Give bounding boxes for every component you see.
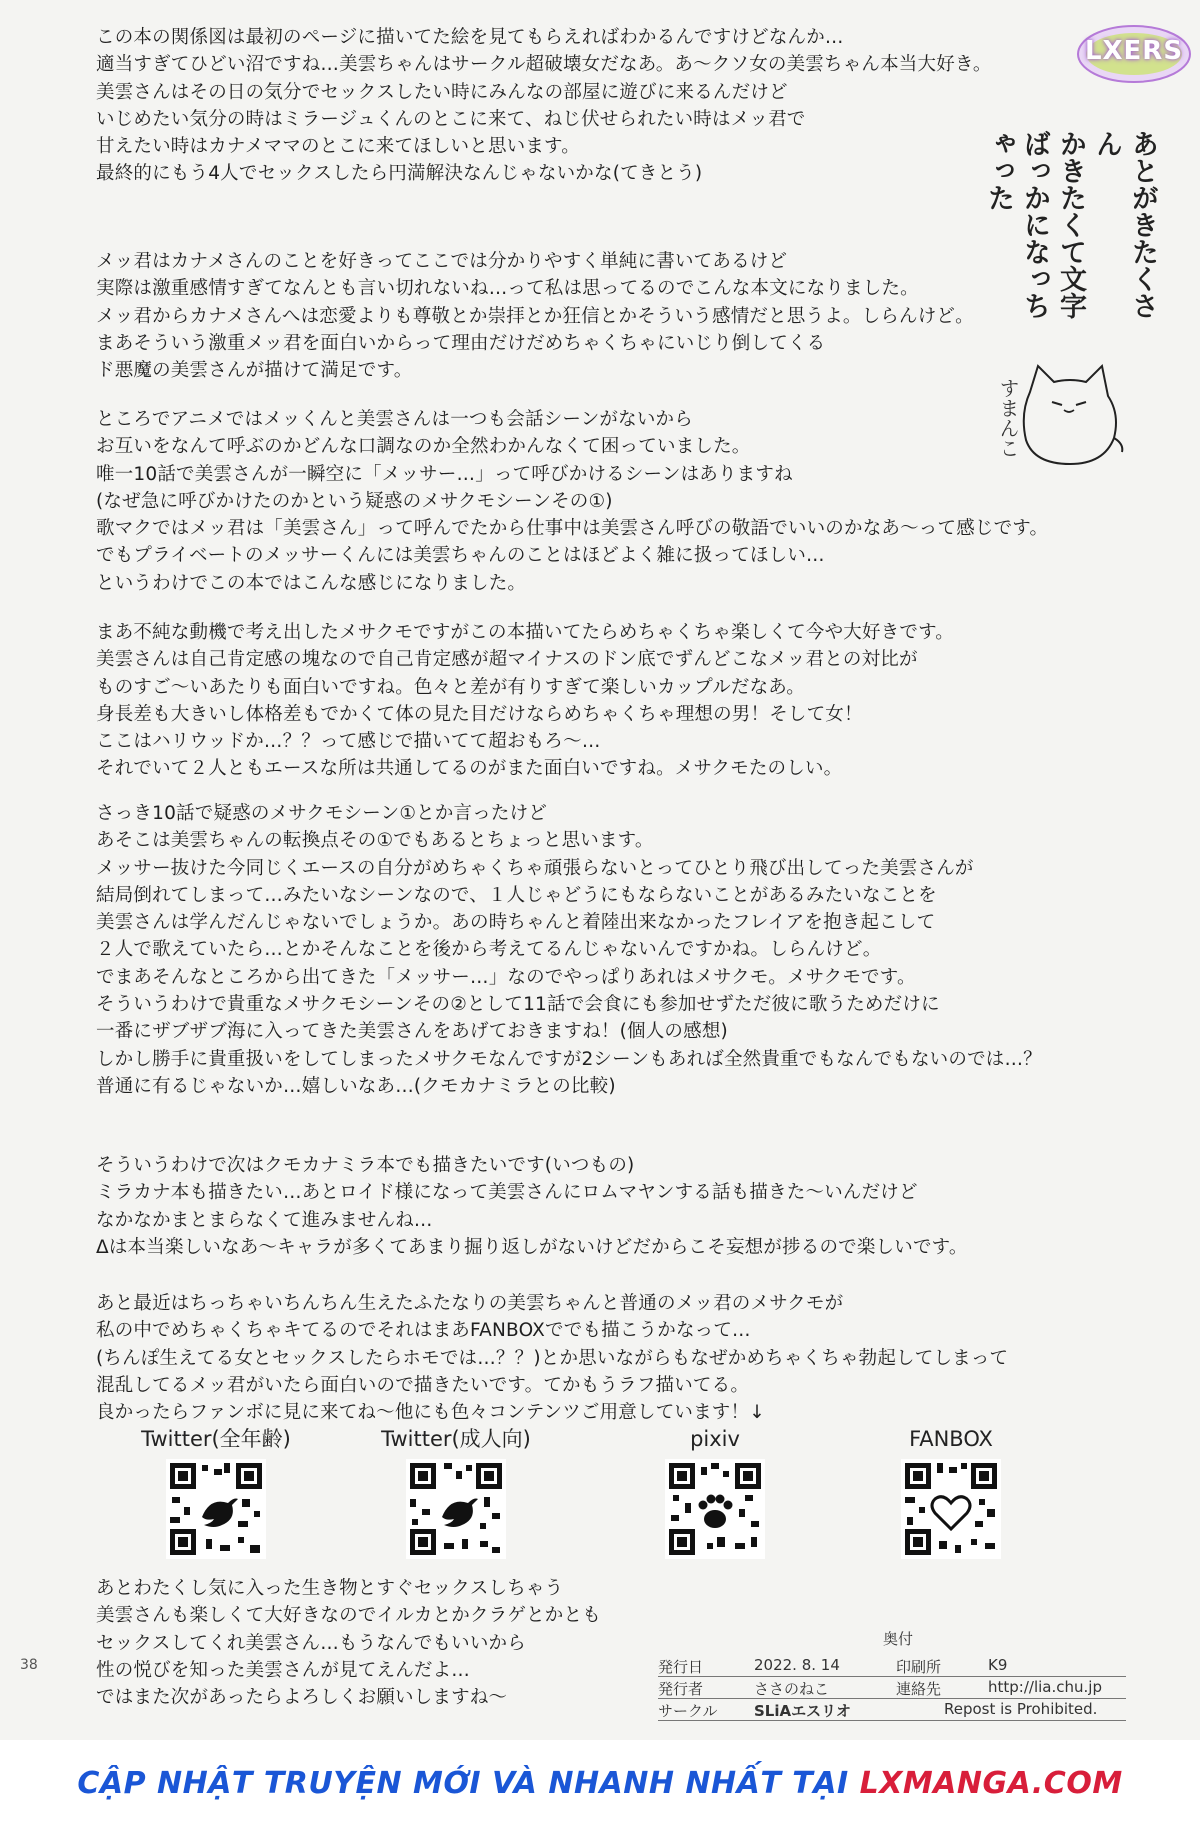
divider [658, 1676, 1126, 1677]
text-line: あと最近はちっちゃいちんちん生えたふたなりの美雲ちゃんと普通のメッ君のメサクモが [96, 1293, 844, 1314]
contact-url: http://lia.chu.jp [988, 1678, 1102, 1696]
colophon-row [658, 1678, 1126, 1700]
link-label: Twitter(成人向) [381, 1427, 531, 1451]
text-line: メッサー抜けた今同じくエースの自分がめちゃくちゃ頑張らないとってひとり飛び出してった美雲さんが [96, 857, 974, 879]
afterword-paragraph-2 [96, 248, 1096, 384]
logo-text: LXERS [1084, 36, 1184, 66]
banner-site-link[interactable]: LXMANGA.COM [859, 1766, 1123, 1801]
text-line: ド悪魔の美雲さんが描けて満足です。 [96, 360, 413, 382]
publisher: ささのねこ [754, 1680, 830, 1698]
printer-label: 印刷所 [896, 1658, 942, 1676]
afterword-paragraph-3 [96, 406, 1096, 597]
banner-main-text: CẬP NHẬT TRUYỆN MỚI VÀ NHANH NHẤT TẠI [77, 1766, 849, 1801]
text-line: あそこは美雲ちゃんの転換点その①でもあるとちょっと思います。 [96, 830, 654, 852]
repost-notice: Repost is Prohibited. [944, 1700, 1098, 1718]
text-line: ところでアニメではメッくんと美雲さんは一つも会話シーンがないから [96, 409, 693, 430]
text-line: 甘えたい時はカナメママのとこに来てほしいと思います。 [96, 136, 580, 158]
margin-note-line: あとがきたくさん [1091, 130, 1158, 319]
text-line: あとわたくし気に入った生き物とすぐセックスしちゃう [96, 1578, 564, 1599]
cat-doodle-icon [1008, 352, 1128, 472]
qr-code-paw-icon [665, 1459, 765, 1559]
text-line: メッ君はカナメさんのことを好きってここでは分かりやすく単純に書いてあるけど [96, 251, 788, 272]
text-line: それでいて２人ともエースな所は共通してるのがまた面白いですね。メサクモたのしい。 [96, 758, 843, 780]
handwritten-margin-note [980, 130, 1160, 345]
margin-note-line: かきたくて文字 [1055, 130, 1086, 319]
qr-code-bird-icon [166, 1459, 266, 1559]
cat-caption: すまんこ [996, 378, 1020, 458]
text-line: この本の関係図は最初のページに描いてた絵を見てもらえればわかるんですけどなんか… [96, 27, 844, 48]
divider [658, 1720, 1126, 1721]
text-line: 一番にザブザブ海に入ってきた美雲さんをあげておきますね！(個人の感想) [96, 1021, 728, 1043]
text-line: でまあそんなところから出てきた「メッサー…」なのでやっぱりあれはメサクモ。メサクモです。 [96, 966, 916, 988]
afterword-paragraph-7 [96, 1290, 1096, 1426]
text-line: 最終的にもう4人でセックスしたら円満解決なんじゃないかな(てきとう) [96, 163, 703, 185]
text-line: ここはハリウッドか…？？って感じで描いてて超おもろ～… [96, 731, 601, 753]
text-line: (ちんぽ生えてる女とセックスしたらホモでは…？？)とか思いながらもなぜかめちゃくちゃ勃起してしまって [96, 1347, 1009, 1369]
text-line: さっき10話で疑惑のメサクモシーン①とか言ったけど [96, 803, 548, 824]
text-line: そういうわけで貴重なメサクモシーンその②として11話で会食にも参加せずただ彼に歌うためだけに [96, 994, 940, 1016]
contact-label: 連絡先 [896, 1680, 942, 1698]
text-line: 美雲さんも楽しくて大好きなのでイルカとかクラゲとかとも [96, 1605, 601, 1627]
issue-date: 2022. 8. 14 [754, 1656, 840, 1674]
text-line: ２人で歌えていたら…とかそんなことを後から考えてるんじゃないんですかね。しらんけど。 [96, 939, 882, 961]
text-line: 結局倒れてしまって…みたいなシーンなので、１人じゃどうにもならないことがあるみたいなことを [96, 884, 937, 906]
text-line: 美雲さんは学んだんじゃないでしょうか。あの時ちゃんと着陸出来なかったフレイアを抱き起こして [96, 912, 936, 934]
link-label: FANBOX [909, 1427, 993, 1451]
text-line: 身長差も大きいし体格差もでかくて体の見た目だけならめちゃくちゃ理想の男！そして女！ [96, 703, 863, 725]
text-line: そういうわけで次はクモカナミラ本でも描きたいです(いつもの) [96, 1155, 635, 1176]
text-line: 私の中でめちゃくちゃキてるのでそれはまあFANBOXででも描こうかなって… [96, 1320, 751, 1342]
text-line: ミラカナ本も描きたい…あとロイド様になって美雲さんにロムマヤンする話も描きた～いんだけど [96, 1182, 918, 1204]
text-line: まあそういう激重メッ君を面白いからって理由だけだめちゃくちゃにいじり倒してくる [96, 332, 826, 354]
text-line: でもプライベートのメッサーくんには美雲ちゃんのことはほどよく雑に扱ってほしい… [96, 545, 825, 567]
text-line: なかなかまとまらなくて進みませんね… [96, 1209, 433, 1231]
text-line: 実際は激重感情すぎてなんとも言い切れないね…って私は思ってるのでこんな本文になりました。 [96, 278, 919, 300]
twitter-adult-link[interactable] [356, 1425, 556, 1559]
margin-note-line: ばっかになっちゃった [983, 130, 1050, 319]
issue-date-label: 発行日 [658, 1658, 704, 1676]
page-number: 38 [20, 1657, 38, 1673]
colophon-row [658, 1656, 1126, 1678]
pixiv-link[interactable] [615, 1425, 815, 1559]
twitter-all-ages-link[interactable] [116, 1425, 316, 1559]
colophon-row [658, 1700, 1126, 1722]
text-line: メッ君からカナメさんへは恋愛よりも尊敬とか崇拝とか狂信とかそういう感情だと思うよ。しらんけど。 [96, 305, 974, 327]
closing-note [96, 1575, 656, 1711]
text-line: 混乱してるメッ君がいたら面白いので描きたいです。てかもうラフ描いてる。 [96, 1374, 750, 1396]
text-line: 美雲さんは自己肯定感の塊なので自己肯定感が超マイナスのドン底でずんどこなメッ君との対比が [96, 649, 918, 671]
text-line: ではまた次があったらよろしくお願いしますね～ [96, 1687, 508, 1709]
text-line: というわけでこの本ではこんな感じになりました。 [96, 572, 527, 594]
circle-name: SLiAエスリオ [754, 1702, 851, 1720]
divider [658, 1698, 1126, 1699]
text-line: 良かったらファンボに見に来てね～他にも色々コンテンツご用意しています！↓ [96, 1402, 765, 1424]
text-line: まあ不純な動機で考え出したメサクモですがこの本描いてたらめちゃくちゃ楽しくて今や大好きです。 [96, 622, 954, 643]
text-line: しかし勝手に貴重扱いをしてしまったメサクモなんですが2シーンもあれば全然貴重でもなんでもないのでは…？ [96, 1048, 1042, 1070]
colophon-title: 奥付 [883, 1630, 914, 1648]
site-banner[interactable] [0, 1740, 1200, 1829]
text-line: 性の悦びを知った美雲さんが見てえんだよ… [96, 1659, 471, 1681]
text-line: お互いをなんて呼ぶのかどんな口調なのか全然わかんなくて困っていました。 [96, 436, 751, 458]
text-line: 美雲さんはその日の気分でセックスしたい時にみんなの部屋に遊びに来るんだけど [96, 81, 788, 103]
text-line: ものすご～いあたりも面白いですね。色々と差が有りすぎて楽しいカップルだなあ。 [96, 676, 805, 698]
afterword-paragraph-5 [96, 800, 1096, 1100]
text-line: いじめたい気分の時はミラージュくんのとこに来て、ねじ伏せられたい時はメッ君で [96, 108, 806, 130]
text-line: 唯一10話で美雲さんが一瞬空に「メッサー…」って呼びかけるシーンはありますね [96, 463, 793, 485]
text-line: セックスしてくれ美雲さん…もうなんでもいいから [96, 1632, 526, 1654]
link-label: pixiv [690, 1427, 740, 1451]
afterword-paragraph-4 [96, 619, 1096, 783]
link-label: Twitter(全年齢) [141, 1427, 291, 1451]
text-line: Δは本当楽しいなあ～キャラが多くてあまり掘り返しがないけどだからこそ妄想が捗るので楽しいです。 [96, 1236, 968, 1258]
fanbox-link[interactable] [851, 1425, 1051, 1559]
text-line: 普通に有るじゃないか…嬉しいなあ…(クモカナミラとの比較) [96, 1075, 616, 1097]
publisher-label: 発行者 [658, 1680, 704, 1698]
afterword-paragraph-6 [96, 1152, 1096, 1261]
qr-code-bird-icon [406, 1459, 506, 1559]
text-line: 歌マクではメッ君は「美雲さん」って呼んでたから仕事中は美雲さん呼びの敬語でいいのかなあ～って感じです。 [96, 518, 1049, 540]
printer: K9 [988, 1656, 1008, 1674]
qr-code-heart-icon [901, 1459, 1001, 1559]
text-line: 適当すぎてひどい沼ですね…美雲ちゃんはサークル超破壊女だなあ。あ～クソ女の美雲ちゃん本当大好き。 [96, 54, 992, 76]
circle-label: サークル [658, 1702, 718, 1720]
text-line: (なぜ急に呼びかけたのかという疑惑のメサクモシーンその①) [96, 490, 613, 512]
banner-text [0, 1766, 1200, 1801]
afterword-paragraph-1 [96, 24, 1096, 188]
